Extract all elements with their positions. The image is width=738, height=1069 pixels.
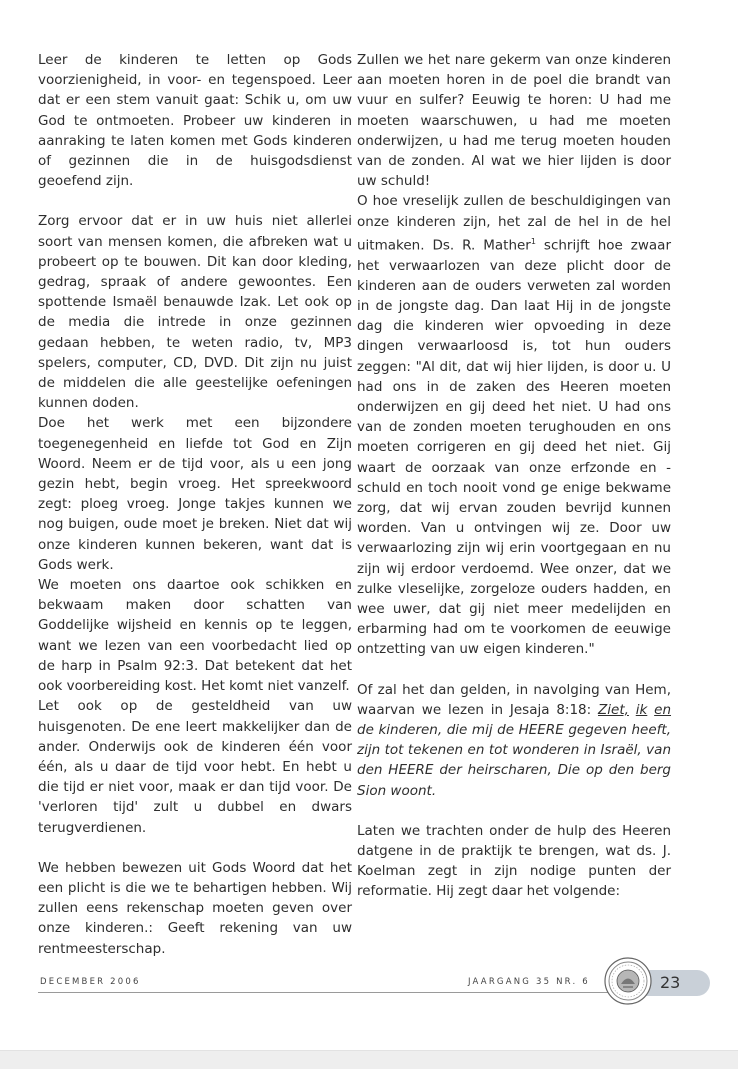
right-column — [357, 50, 671, 902]
footer-issue: JAARGANG 35 NR. 6 — [468, 977, 590, 987]
text-run: Of zal het dan gelden, in navolging van Hem, waarvan we lezen in Jesaja 8:18: — [357, 681, 671, 718]
footer-date: DECEMBER 2006 — [40, 977, 141, 987]
paragraph: Doe het werk met een bijzondere toegenegenheid en liefde tot God en Zijn Woord. Neem er de tijd voor, als u een jong gezin hebt, begin vroeg. Het spreekwoord zegt: ploeg vroeg. Jonge takjes kunnen we nog buigen, oude moet je breken. Niet dat wij onze kinderen kunnen bekeren, want dat is Gods werk. — [38, 415, 352, 573]
underlined-word: ik — [635, 701, 648, 718]
paragraph: We moeten ons daartoe ook schikken en bekwaam maken door schatten van Goddelijke wijsheid en kennis op te leggen, want we lezen van een voorbedacht lied op de harp in Psalm 92:3. Dat betekent dat het ook voorbereiding kost. Het komt niet vanzelf. — [38, 577, 352, 695]
underlined-word: en — [654, 701, 672, 718]
footer-divider — [38, 992, 608, 993]
text-run: schrijft hoe zwaar het verwaarlozen van deze plicht door de kinderen aan de ouders verweten zal worden in de jongste dag. Dan laat Hij in de jongste dag die kinderen wier opvoeding in deze dingen verwaarloosd is, tot hun ouders zeggen: "Al dit, dat wij hier lijden, is door u. U had ons in de zaken des Heeren moeten onderwijzen en gij deed het niet. U had ons van de zonden moeten terughouden en ons moeten corrigeren en gij deed het niet. Gij waart de oorzaak van onze erfzonde en -schuld en toch nooit vond ge enige bekwame zorg, dat wij ervan zouden bevrijd kunnen worden. Van u ontvingen wij ze. Door uw verwaarlozing zijn wij erin voortgegaan en nu zijn wij erdoor verdoemd. Wee onzer, dat we zulke vleselijke, zorgeloze ouders hadden, en wee uwer, dat gij niet meer medelijden en erbarming had om te voorkomen de eeuwige ontzetting van uw eigen kinderen." — [357, 237, 671, 658]
seal-icon — [604, 957, 652, 1005]
paragraph: Laten we trachten onder de hulp des Heeren datgene in de praktijk te brengen, wat ds. J. Koelman zegt in zijn nodige punten der reformatie. Hij zegt daar het volgende: — [357, 822, 671, 900]
paragraph: Zullen we het nare gekerm van onze kinderen aan moeten horen in de poel die brandt van vuur en sulfer? Eeuwig te horen: U had me moeten waarschuwen, u had me moeten onderwijzen, u had me terug moeten houden van de zonden. Al wat we hier lijden is door uw schuld! — [357, 52, 671, 190]
paragraph: Let ook op de gesteldheid van uw huisgenoten. De ene leert makkelijker dan de ander. Onderwijs ook de kinderen één voor één, als u daar de tijd voor hebt. En hebt u die tijd er niet voor, maak er dan tijd voor. De 'verloren tijd' zult u dubbel en dwars terugverdienen. — [38, 698, 352, 836]
underlined-word: Ziet, — [598, 701, 629, 718]
paragraph — [357, 191, 671, 659]
page-number: 23 — [660, 973, 681, 992]
footnote-marker: 1 — [530, 236, 536, 246]
bottom-margin — [0, 1050, 738, 1069]
text-run: O hoe vreselijk zullen de beschuldigingen van onze kinderen zijn, het zal de hel in de hel uitmaken. Ds. R. Mather — [357, 193, 671, 254]
quote-text: de kinderen, die mij de HEERE gegeven heeft, zijn tot tekenen en tot wonderen in Israël, van den HEERE der heirscharen, Die op den berg Sion woont. — [357, 722, 671, 799]
paragraph: Leer de kinderen te letten op Gods voorzienigheid, in voor- en tegenspoed. Leer dat er een stem vanuit gaat: Schik u, om uw God te ontmoeten. Probeer uw kinderen in aanraking te laten komen met Gods kinderen of gezinnen die in de huisgodsdienst geoefend zijn. — [38, 52, 352, 190]
paragraph: We hebben bewezen uit Gods Woord dat het een plicht is die we te behartigen hebben. Wij zullen eens rekenschap moeten geven over onze kinderen.: Geeft rekening van uw rentmeesterschap. — [38, 859, 352, 957]
left-column — [38, 50, 352, 959]
paragraph — [357, 680, 671, 801]
paragraph: Zorg ervoor dat er in uw huis niet allerlei soort van mensen komen, die afbreken wat u probeert op te bouwen. Dit kan door kleding, gedrag, spraak of andere gewoontes. Een spottende Ismaël benauwde Izak. Let ook op de media die intrede in onze gezinnen gedaan hebben, te weten radio, tv, MP3 spelers, computer, CD, DVD. Dit zijn nu juist de middelen die alle geestelijke oefeningen kunnen doden. — [38, 213, 352, 412]
